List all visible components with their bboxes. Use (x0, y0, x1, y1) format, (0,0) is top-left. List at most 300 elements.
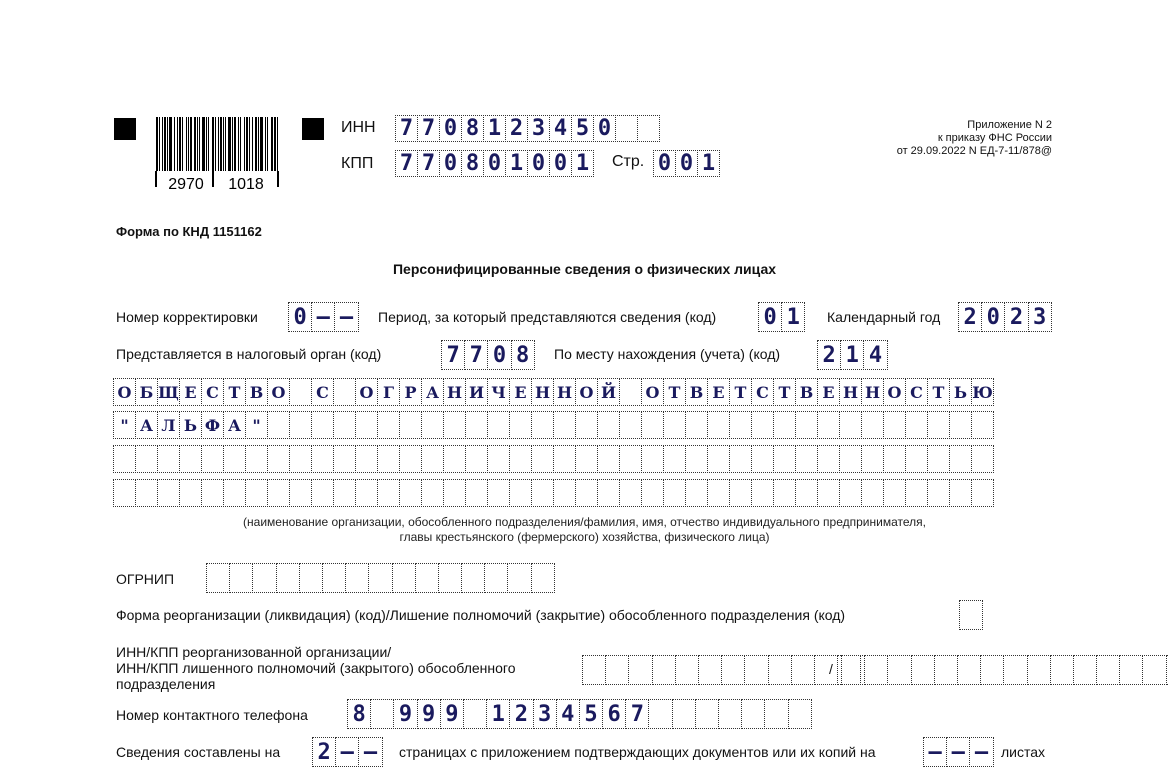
form-cell[interactable]: В (245, 378, 268, 406)
form-cell[interactable] (355, 479, 378, 507)
form-cell[interactable]: О (641, 378, 664, 406)
form-cell[interactable] (509, 445, 532, 473)
form-cell[interactable] (663, 479, 686, 507)
form-cell[interactable] (721, 655, 745, 685)
form-cell[interactable] (883, 445, 906, 473)
phone-cells[interactable] (347, 699, 812, 729)
form-cell[interactable]: О (267, 378, 290, 406)
form-cell[interactable] (322, 563, 346, 593)
form-cell[interactable] (641, 479, 664, 507)
form-cell[interactable]: 7 (464, 340, 488, 370)
org-name-line-3[interactable] (113, 445, 994, 473)
barcode-number-left: 2970 (168, 176, 204, 192)
form-cell[interactable]: 4 (549, 115, 572, 142)
form-cell[interactable] (795, 479, 818, 507)
form-cell[interactable] (764, 699, 788, 729)
form-cell[interactable] (531, 563, 555, 593)
form-cell[interactable] (685, 411, 708, 439)
form-cell[interactable] (465, 411, 488, 439)
form-cell[interactable]: А (421, 378, 444, 406)
form-cell[interactable]: О (575, 378, 598, 406)
form-cell[interactable] (773, 479, 796, 507)
form-cell[interactable]: 2 (1004, 302, 1028, 332)
form-cell[interactable]: 4 (863, 340, 887, 370)
barcode-bar (197, 117, 198, 173)
form-cell[interactable] (355, 411, 378, 439)
form-cell[interactable] (768, 655, 792, 685)
form-cell[interactable] (245, 479, 268, 507)
form-cell[interactable]: 1 (781, 302, 805, 332)
org-name-line-1[interactable] (113, 378, 994, 406)
form-cell[interactable] (487, 445, 510, 473)
form-cell[interactable]: В (795, 378, 818, 406)
form-cell[interactable] (628, 655, 652, 685)
form-cell[interactable]: 7 (417, 115, 440, 142)
form-cell[interactable] (675, 655, 699, 685)
form-cell[interactable] (443, 411, 466, 439)
form-cell[interactable] (135, 445, 158, 473)
form-cell[interactable]: 0 (288, 302, 312, 332)
form-cell[interactable] (773, 445, 796, 473)
form-cell[interactable] (289, 378, 312, 406)
form-cell[interactable] (267, 411, 290, 439)
form-cell[interactable]: О (355, 378, 378, 406)
form-cell[interactable] (1027, 655, 1051, 685)
page-label: Стр. (612, 153, 645, 170)
form-cell[interactable]: Т (773, 378, 796, 406)
form-cell[interactable] (465, 445, 488, 473)
form-cell[interactable]: Н (861, 378, 884, 406)
form-cell[interactable]: Н (443, 378, 466, 406)
form-cell[interactable]: 0 (653, 150, 676, 177)
form-cell[interactable]: 0 (487, 340, 511, 370)
form-cell[interactable]: 2 (958, 302, 982, 332)
form-cell[interactable] (663, 445, 686, 473)
form-cell[interactable] (507, 563, 531, 593)
form-cell[interactable] (206, 563, 230, 593)
form-cell[interactable]: 0 (758, 302, 782, 332)
form-cell[interactable] (729, 411, 752, 439)
form-cell[interactable] (461, 563, 485, 593)
barcode-bar (177, 117, 178, 173)
form-cell[interactable] (575, 411, 598, 439)
form-cell[interactable] (267, 445, 290, 473)
form-cell[interactable]: С (751, 378, 774, 406)
form-cell[interactable] (345, 563, 369, 593)
form-cell[interactable]: 0 (439, 115, 462, 142)
form-cell[interactable] (229, 563, 253, 593)
form-cell[interactable]: Ч (487, 378, 510, 406)
form-cell[interactable] (1003, 655, 1027, 685)
form-cell[interactable] (839, 411, 862, 439)
form-cell[interactable] (509, 411, 532, 439)
form-cell[interactable]: 2 (505, 115, 528, 142)
corner-marker-right (302, 118, 324, 140)
form-cell[interactable]: 1 (840, 340, 864, 370)
form-cell[interactable] (597, 479, 620, 507)
form-cell[interactable]: 6 (602, 699, 626, 729)
form-cell[interactable] (392, 563, 416, 593)
form-cell[interactable] (795, 411, 818, 439)
form-cell[interactable] (531, 479, 554, 507)
form-cell[interactable] (949, 411, 972, 439)
form-cell[interactable] (443, 479, 466, 507)
form-cell[interactable] (333, 479, 356, 507)
form-cell[interactable] (333, 378, 356, 406)
form-cell[interactable]: – (334, 302, 358, 332)
form-cell[interactable] (1073, 655, 1097, 685)
form-cell[interactable] (531, 445, 554, 473)
form-cell[interactable] (619, 479, 642, 507)
form-cell[interactable] (575, 445, 598, 473)
form-cell[interactable] (817, 479, 840, 507)
form-cell[interactable] (463, 699, 487, 729)
form-cell[interactable] (1096, 655, 1120, 685)
form-cell[interactable] (377, 411, 400, 439)
form-cell[interactable] (695, 699, 719, 729)
form-cell[interactable]: 1 (483, 115, 506, 142)
form-cell[interactable] (861, 479, 884, 507)
form-cell[interactable]: Е (817, 378, 840, 406)
form-cell[interactable] (597, 445, 620, 473)
form-cell[interactable]: Ь (949, 378, 972, 406)
form-cell[interactable] (619, 378, 642, 406)
form-cell[interactable] (289, 479, 312, 507)
form-cell[interactable]: Р (399, 378, 422, 406)
reorg-inn-label-line-1: ИНН/КПП реорганизованной организации/ (116, 644, 392, 660)
barcode-bar (255, 117, 257, 173)
form-cell[interactable] (289, 445, 312, 473)
org-name-line-2[interactable] (113, 411, 994, 439)
form-cell[interactable]: 3 (533, 699, 557, 729)
reorg-kpp-cells[interactable] (841, 655, 1169, 685)
form-cell[interactable] (751, 445, 774, 473)
form-cell[interactable] (368, 563, 392, 593)
form-cell[interactable]: Е (707, 378, 730, 406)
form-cell[interactable] (311, 479, 334, 507)
appendix-note (897, 119, 1052, 158)
form-cell[interactable] (911, 655, 935, 685)
form-cell[interactable] (399, 445, 422, 473)
barcode (152, 117, 282, 192)
form-cell[interactable] (788, 699, 812, 729)
form-cell[interactable] (487, 411, 510, 439)
form-cell[interactable] (637, 115, 660, 142)
form-cell[interactable] (883, 411, 906, 439)
form-cell[interactable]: 2 (509, 699, 533, 729)
form-cell[interactable] (971, 411, 994, 439)
form-cell[interactable]: Н (553, 378, 576, 406)
form-cell[interactable]: 1 (486, 699, 510, 729)
form-cell[interactable]: – (311, 302, 335, 332)
form-cell[interactable]: 0 (549, 150, 572, 177)
form-cell[interactable] (377, 445, 400, 473)
form-cell[interactable]: Т (663, 378, 686, 406)
form-cell[interactable] (311, 445, 334, 473)
form-cell[interactable]: 7 (625, 699, 649, 729)
ogrnip-cells[interactable] (206, 563, 555, 593)
form-cell[interactable] (421, 479, 444, 507)
pages-count-cells[interactable] (312, 737, 383, 767)
form-cell[interactable]: 0 (981, 302, 1005, 332)
form-cell[interactable]: Ь (179, 411, 202, 439)
form-cell[interactable]: 3 (1028, 302, 1052, 332)
form-cell[interactable] (861, 411, 884, 439)
form-cell[interactable] (707, 445, 730, 473)
form-cell[interactable] (641, 411, 664, 439)
form-cell[interactable] (927, 445, 950, 473)
form-cell[interactable] (399, 479, 422, 507)
kpp-cells[interactable] (395, 150, 594, 177)
form-cell[interactable] (201, 445, 224, 473)
form-cell[interactable] (487, 479, 510, 507)
form-cell[interactable] (971, 479, 994, 507)
form-cell[interactable]: 0 (483, 150, 506, 177)
form-cell[interactable] (971, 445, 994, 473)
form-cell[interactable] (1119, 655, 1143, 685)
form-cell[interactable]: Ф (201, 411, 224, 439)
form-cell[interactable]: 4 (556, 699, 580, 729)
form-cell[interactable]: 0 (439, 150, 462, 177)
form-cell[interactable] (905, 411, 928, 439)
form-cell[interactable]: 5 (579, 699, 603, 729)
form-cell[interactable]: Е (179, 378, 202, 406)
form-cell[interactable] (484, 563, 508, 593)
form-cell[interactable] (597, 411, 620, 439)
form-cell[interactable]: 7 (395, 115, 418, 142)
form-cell[interactable] (531, 411, 554, 439)
form-cell[interactable]: В (685, 378, 708, 406)
barcode-bar (167, 117, 168, 173)
form-cell[interactable] (415, 563, 439, 593)
form-cell[interactable]: Щ (157, 378, 180, 406)
form-cell[interactable]: Т (729, 378, 752, 406)
barcode-bar (186, 117, 187, 173)
reorg-inn-cells[interactable] (582, 655, 861, 685)
form-cell[interactable] (648, 699, 672, 729)
form-cell[interactable]: 8 (461, 115, 484, 142)
form-cell[interactable] (817, 445, 840, 473)
form-cell[interactable] (421, 445, 444, 473)
form-cell[interactable]: " (245, 411, 268, 439)
form-cell[interactable] (652, 655, 676, 685)
form-cell[interactable] (438, 563, 462, 593)
form-cell[interactable]: С (311, 378, 334, 406)
form-cell[interactable] (641, 445, 664, 473)
form-cell[interactable] (905, 445, 928, 473)
tax-authority-cells[interactable] (441, 340, 535, 370)
form-cell[interactable] (582, 655, 606, 685)
form-cell[interactable] (839, 479, 862, 507)
form-cell[interactable]: Г (377, 378, 400, 406)
form-cell[interactable]: С (905, 378, 928, 406)
form-cell[interactable]: – (358, 737, 382, 767)
location-cells[interactable] (817, 340, 888, 370)
form-cell[interactable]: " (113, 411, 136, 439)
form-cell[interactable] (949, 479, 972, 507)
form-cell[interactable]: 3 (527, 115, 550, 142)
form-cell[interactable]: О (883, 378, 906, 406)
form-cell[interactable] (289, 411, 312, 439)
form-cell[interactable] (223, 445, 246, 473)
form-cell[interactable] (223, 479, 246, 507)
form-cell[interactable] (575, 479, 598, 507)
form-cell[interactable] (443, 445, 466, 473)
period-cells[interactable] (758, 302, 805, 332)
form-cell[interactable] (267, 479, 290, 507)
form-cell[interactable]: – (969, 737, 993, 767)
form-cell[interactable] (927, 479, 950, 507)
form-cell[interactable] (553, 445, 576, 473)
form-cell[interactable] (841, 655, 865, 685)
form-cell[interactable] (377, 479, 400, 507)
form-cell[interactable]: А (135, 411, 158, 439)
form-cell[interactable]: Б (135, 378, 158, 406)
form-cell[interactable] (957, 655, 981, 685)
form-cell[interactable] (201, 479, 224, 507)
form-cell[interactable]: 7 (395, 150, 418, 177)
form-cell[interactable] (509, 479, 532, 507)
form-cell[interactable] (157, 479, 180, 507)
form-cell[interactable] (157, 445, 180, 473)
form-cell[interactable] (980, 655, 1004, 685)
form-cell[interactable] (741, 699, 765, 729)
form-cell[interactable]: 9 (393, 699, 417, 729)
form-cell[interactable] (744, 655, 768, 685)
form-cell[interactable] (553, 479, 576, 507)
form-cell[interactable] (751, 411, 774, 439)
form-cell[interactable] (949, 445, 972, 473)
form-cell[interactable]: Е (509, 378, 532, 406)
form-cell[interactable]: 2 (312, 737, 336, 767)
barcode-bar (246, 117, 248, 173)
barcode-bar (162, 117, 163, 173)
form-cell[interactable] (839, 445, 862, 473)
form-cell[interactable] (399, 411, 422, 439)
form-cell[interactable] (179, 479, 202, 507)
form-cell[interactable]: 1 (697, 150, 720, 177)
year-cells[interactable] (958, 302, 1052, 332)
form-cell[interactable] (333, 445, 356, 473)
form-cell[interactable] (707, 479, 730, 507)
form-cell[interactable] (707, 411, 730, 439)
form-cell[interactable]: Н (839, 378, 862, 406)
form-cell[interactable]: 1 (571, 150, 594, 177)
form-cell[interactable] (299, 563, 323, 593)
form-cell[interactable] (817, 411, 840, 439)
form-cell[interactable]: Й (597, 378, 620, 406)
form-cell[interactable] (751, 479, 774, 507)
form-cell[interactable] (553, 411, 576, 439)
form-cell[interactable]: 8 (511, 340, 535, 370)
form-cell[interactable] (619, 445, 642, 473)
form-cell[interactable]: 5 (571, 115, 594, 142)
form-cell[interactable]: И (465, 378, 488, 406)
form-cell[interactable] (814, 655, 838, 685)
form-cell[interactable] (113, 445, 136, 473)
form-cell[interactable] (729, 479, 752, 507)
form-cell[interactable] (718, 699, 742, 729)
form-cell[interactable]: Ю (971, 378, 994, 406)
form-cell[interactable]: 7 (417, 150, 440, 177)
form-cell[interactable] (795, 445, 818, 473)
page-cells[interactable] (653, 150, 720, 177)
form-cell[interactable]: Л (157, 411, 180, 439)
form-cell[interactable]: – (335, 737, 359, 767)
form-cell[interactable] (179, 445, 202, 473)
form-cell[interactable] (370, 699, 394, 729)
form-cell[interactable] (934, 655, 958, 685)
form-cell[interactable] (883, 479, 906, 507)
form-cell[interactable] (615, 115, 638, 142)
form-cell[interactable] (729, 445, 752, 473)
form-cell[interactable] (465, 479, 488, 507)
form-cell[interactable] (672, 699, 696, 729)
form-cell[interactable]: – (923, 737, 947, 767)
form-cell[interactable] (605, 655, 629, 685)
form-cell[interactable]: 0 (593, 115, 616, 142)
form-cell[interactable] (927, 411, 950, 439)
form-cell[interactable] (698, 655, 722, 685)
form-cell[interactable]: 2 (817, 340, 841, 370)
form-cell[interactable] (421, 411, 444, 439)
form-cell[interactable] (663, 411, 686, 439)
form-cell[interactable]: 9 (440, 699, 464, 729)
correction-cells[interactable] (288, 302, 359, 332)
reorg-cells[interactable] (959, 600, 983, 630)
form-cell[interactable] (276, 563, 300, 593)
form-cell[interactable] (887, 655, 911, 685)
form-cell[interactable] (959, 600, 983, 630)
form-cell[interactable] (619, 411, 642, 439)
form-cell[interactable]: 0 (675, 150, 698, 177)
form-cell[interactable] (685, 479, 708, 507)
form-cell[interactable] (245, 445, 268, 473)
form-cell[interactable] (252, 563, 276, 593)
form-cell[interactable] (355, 445, 378, 473)
form-cell[interactable]: Н (531, 378, 554, 406)
form-cell[interactable]: Т (223, 378, 246, 406)
form-cell[interactable] (1142, 655, 1166, 685)
form-cell[interactable]: 7 (441, 340, 465, 370)
form-cell[interactable]: 8 (347, 699, 371, 729)
inn-cells[interactable] (395, 115, 660, 142)
form-cell[interactable]: Т (927, 378, 950, 406)
form-cell[interactable] (905, 479, 928, 507)
form-cell[interactable] (135, 479, 158, 507)
form-cell[interactable]: 8 (461, 150, 484, 177)
form-cell[interactable]: С (201, 378, 224, 406)
form-cell[interactable] (864, 655, 888, 685)
form-cell[interactable]: О (113, 378, 136, 406)
form-cell[interactable] (685, 445, 708, 473)
form-cell[interactable] (1050, 655, 1074, 685)
form-cell[interactable] (791, 655, 815, 685)
form-cell[interactable]: – (946, 737, 970, 767)
form-cell[interactable]: 9 (417, 699, 441, 729)
org-name-line-4[interactable] (113, 479, 994, 507)
form-cell[interactable]: 1 (505, 150, 528, 177)
form-cell[interactable] (311, 411, 334, 439)
form-cell[interactable] (1166, 655, 1169, 685)
sheets-count-cells[interactable] (923, 737, 994, 767)
form-cell[interactable]: А (223, 411, 246, 439)
form-cell[interactable] (113, 479, 136, 507)
form-cell[interactable] (861, 445, 884, 473)
form-cell[interactable]: 0 (527, 150, 550, 177)
form-cell[interactable] (773, 411, 796, 439)
form-cell[interactable] (333, 411, 356, 439)
